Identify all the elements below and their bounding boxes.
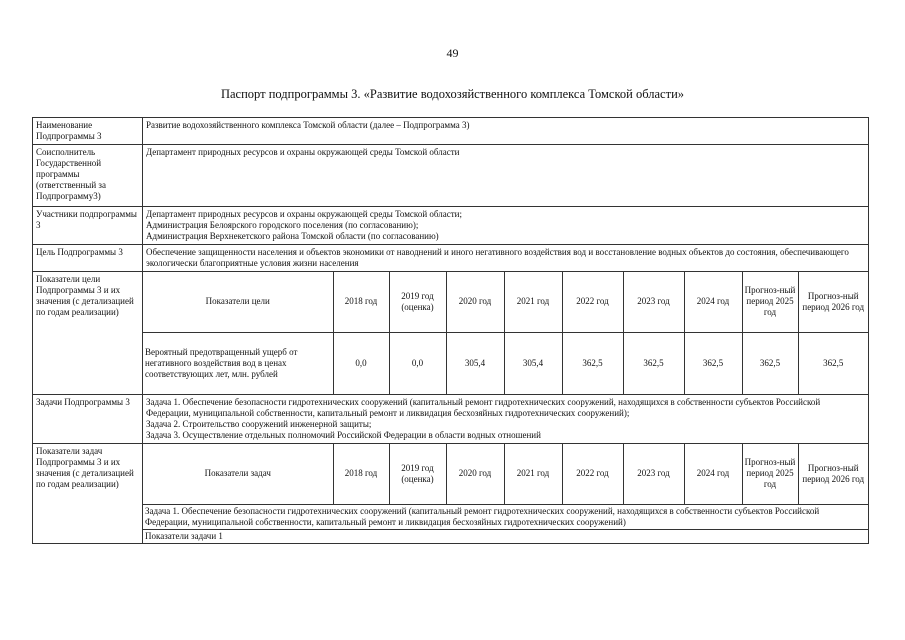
indicator-value: 362,5 — [562, 332, 623, 394]
task1-text: Задача 1. Обеспечение безопасности гидротехнических сооружений (капитальный ремонт гидротехнических сооружений, находящихся в собственности субъектов Российской Федерации, муниципальной собственности, капитальный ремонт и ликвидация бесхозяйных гидротехнических сооружений) — [143, 504, 868, 529]
task1-indicators-row — [143, 529, 868, 543]
label-goal: Цель Подпрограммы 3 — [33, 245, 143, 272]
row-name — [33, 118, 869, 145]
task-indicators-table — [143, 444, 868, 543]
value-tasks — [143, 395, 869, 444]
goal-indicators-table — [143, 272, 868, 394]
indicator-name: Вероятный предотвращенный ущерб от негативного воздействия вод в ценах соответствующих лет, млн. рублей — [143, 332, 333, 394]
label-task-indicators: Показатели задач Подпрограммы 3 и их значения (с детализацией по годам реализации) — [33, 444, 143, 544]
header-cell: Прогноз-ный период 2025 год — [742, 444, 798, 504]
header-cell: Прогноз-ный период 2025 год — [742, 272, 798, 332]
goal-indicators-cell — [143, 272, 869, 395]
label-tasks: Задачи Подпрограммы 3 — [33, 395, 143, 444]
indicator-value: 0,0 — [389, 332, 446, 394]
page-title: Паспорт подпрограммы 3. «Развитие водохозяйственного комплекса Томской области» — [220, 87, 685, 101]
header-cell: 2022 год — [562, 272, 623, 332]
participant-line: Администрация Белоярского городского поселения (по согласованию); — [146, 220, 419, 230]
header-cell: 2023 год — [623, 272, 684, 332]
task-line: Задача 1. Обеспечение безопасности гидротехнических сооружений (капитальный ремонт гидротехнических сооружений, находящихся в собственности субъектов Российской Федерации, муниципальной собственности, капитальный ремонт и ликвидация бесхозяйных гидротехнических сооружений); — [146, 397, 821, 418]
header-cell: 2020 год — [446, 272, 504, 332]
passport-table — [32, 117, 869, 544]
header-cell: 2024 год — [684, 444, 742, 504]
value-participants — [143, 207, 869, 245]
row-goal-indicators — [33, 272, 869, 395]
indicator-value: 362,5 — [684, 332, 742, 394]
label-participants: Участники подпрограммы 3 — [33, 207, 143, 245]
header-cell: 2018 год — [333, 272, 389, 332]
value-name: Развитие водохозяйственного комплекса Томской области (далее – Подпрограмма 3) — [143, 118, 869, 145]
header-cell: Прогноз-ный период 2026 год — [798, 272, 868, 332]
header-cell: 2018 год — [333, 444, 389, 504]
indicator-value: 362,5 — [798, 332, 868, 394]
task-indicators-cell — [143, 444, 869, 544]
task-line: Задача 3. Осуществление отдельных полномочий Российской Федерации в области водных отношений — [146, 430, 541, 440]
task-indicators-header-row — [143, 444, 868, 504]
header-cell: 2020 год — [446, 444, 504, 504]
value-coexecutor: Департамент природных ресурсов и охраны окружающей среды Томской области — [143, 145, 869, 207]
task-line: Задача 2. Строительство сооружений инженерной защиты; — [146, 419, 372, 429]
goal-indicators-data-row — [143, 332, 868, 394]
header-cell: 2022 год — [562, 444, 623, 504]
header-cell: 2019 год (оценка) — [389, 272, 446, 332]
header-cell: 2023 год — [623, 444, 684, 504]
row-participants — [33, 207, 869, 245]
row-coexecutor — [33, 145, 869, 207]
page-number: 49 — [446, 46, 459, 60]
indicator-value: 362,5 — [623, 332, 684, 394]
header-cell: 2021 год — [504, 444, 562, 504]
goal-indicators-header-row — [143, 272, 868, 332]
header-cell: 2021 год — [504, 272, 562, 332]
label-goal-indicators: Показатели цели Подпрограммы 3 и их значения (с детализацией по годам реализации) — [33, 272, 143, 395]
label-name: Наименование Подпрограммы 3 — [33, 118, 143, 145]
task1-indicators-label: Показатели задачи 1 — [143, 529, 868, 543]
indicator-value: 0,0 — [333, 332, 389, 394]
indicator-value: 305,4 — [446, 332, 504, 394]
row-task-indicators — [33, 444, 869, 544]
header-cell: Прогноз-ный период 2026 год — [798, 444, 868, 504]
label-coexecutor: Соисполнитель Государственной программы (ответственный за Подпрограмму3) — [33, 145, 143, 207]
header-cell: Показатели задач — [143, 444, 333, 504]
row-goal — [33, 245, 869, 272]
header-cell: 2019 год (оценка) — [389, 444, 446, 504]
header-cell: Показатели цели — [143, 272, 333, 332]
indicator-value: 362,5 — [742, 332, 798, 394]
value-goal: Обеспечение защищенности населения и объектов экономики от наводнений и иного негативного воздействия вод и восстановление водных объектов до состояния, обеспечивающего экологически благоприятные условия жизни населения — [143, 245, 869, 272]
participant-line: Администрация Верхнекетского района Томской области (по согласованию) — [146, 231, 439, 241]
row-tasks — [33, 395, 869, 444]
task1-row — [143, 504, 868, 529]
participant-line: Департамент природных ресурсов и охраны окружающей среды Томской области; — [146, 209, 462, 219]
header-cell: 2024 год — [684, 272, 742, 332]
indicator-value: 305,4 — [504, 332, 562, 394]
